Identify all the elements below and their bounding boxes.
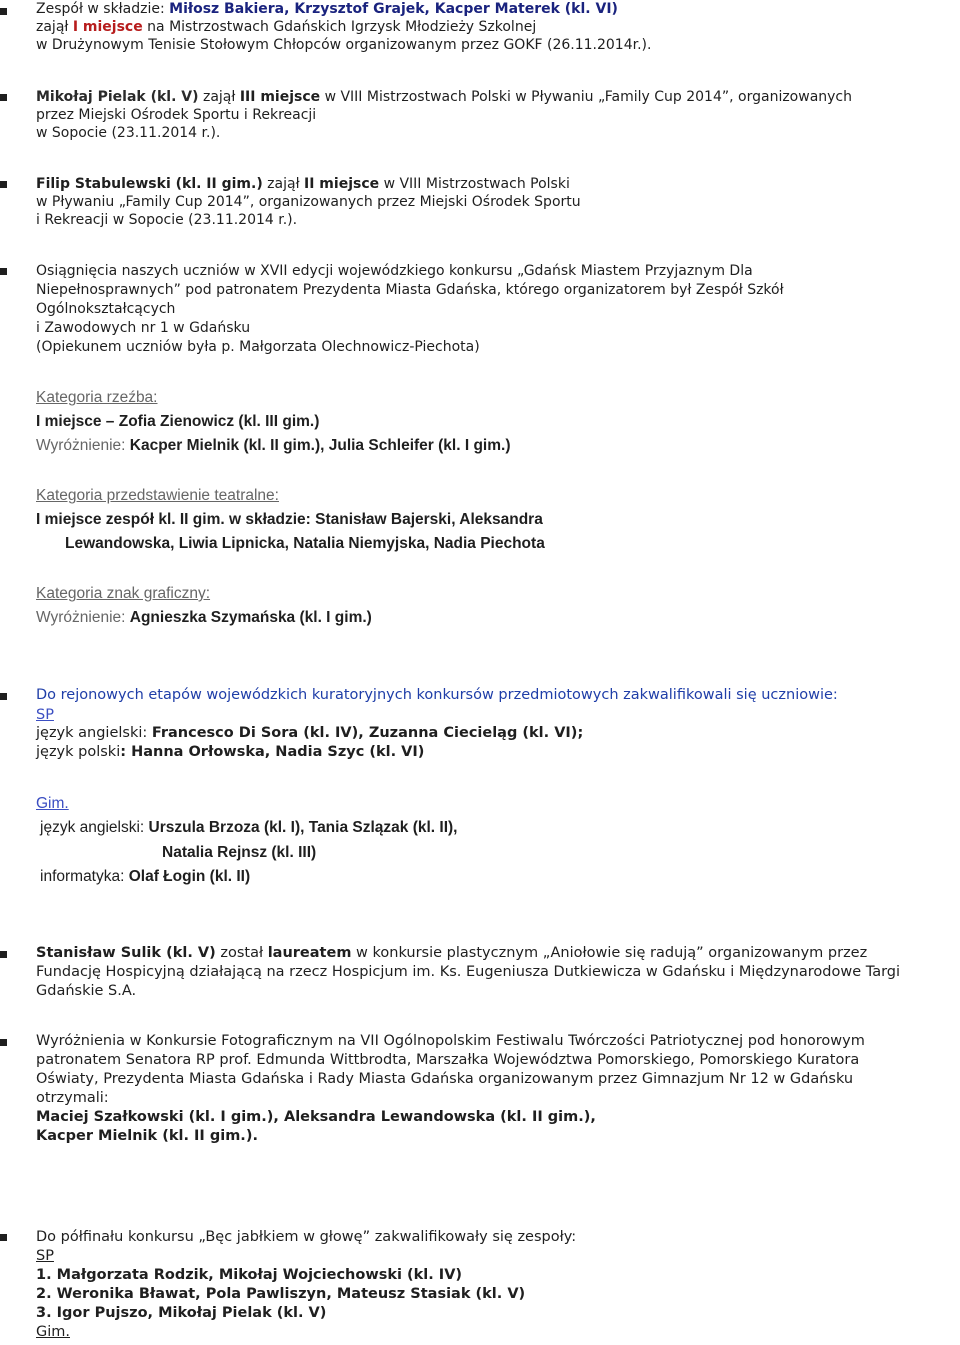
sp-link[interactable]: SP [36, 707, 54, 723]
bullet-2 [0, 94, 7, 101]
bullet-4 [0, 268, 7, 275]
category-theatre: Kategoria przedstawienie teatralne: [36, 487, 279, 504]
bullet-8 [0, 1234, 7, 1241]
bullet-6 [0, 951, 7, 958]
category-graphic-sign: Kategoria znak graficzny: [36, 585, 211, 602]
gim-link[interactable]: Gim. [36, 795, 69, 812]
category-sculpture: Kategoria rzeźba: [36, 389, 158, 406]
bullet-7 [0, 1039, 7, 1046]
sp-label: SP [36, 1248, 54, 1264]
bullet-5 [0, 693, 7, 700]
gim-label: Gim. [36, 1324, 70, 1340]
team-members: Miłosz Bakiera, Krzysztof Grajek, Kacper Materek (kl. VI) [169, 1, 618, 17]
bullet-3 [0, 181, 7, 188]
place-text: I miejsce [72, 19, 143, 35]
bullet-1 [0, 8, 7, 15]
